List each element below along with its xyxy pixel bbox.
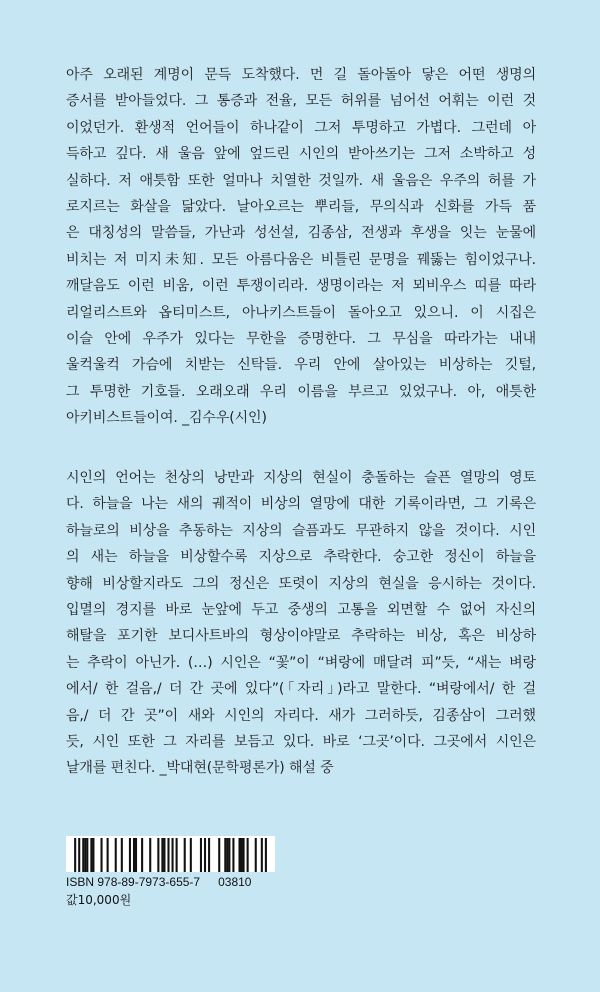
- barcode-bar: [200, 838, 202, 872]
- barcode-bar: [133, 838, 135, 872]
- blurb-poet-line: 깨달음도 이런 비움, 이런 투쟁이리라. 생명이라는 저 뫼비우스 띠를 따라: [66, 278, 536, 295]
- blurb-poet-line: 아키비스트들이여. _김수우(시인): [66, 410, 267, 427]
- blurb-poet-line: 이었던가. 환생적 언어들이 하나같이 그저 투명하고 가볍다. 그런데 아: [66, 119, 536, 136]
- blurb-critic-line: 듯, 시인 또한 그 자리를 보듬고 있다. 바로 ‘그곳’이다. 그곳에서 시인은: [66, 734, 536, 751]
- barcode-bar: [255, 838, 257, 872]
- isbn-barcode: [66, 836, 275, 872]
- blurb-critic-line: 하늘로의 비상을 추동하는 지상의 슬픔과도 무관하지 않을 것이다. 시인: [66, 522, 536, 539]
- barcode-bar: [167, 838, 169, 872]
- blurb-poet-line: 이슬 안에 우주가 있다는 무한을 증명한다. 그 무심을 따라가는 내내: [66, 331, 536, 348]
- barcode-bar: [100, 838, 102, 872]
- barcode-bar: [261, 838, 263, 872]
- barcode-bar: [226, 838, 228, 872]
- blurb-critic-line: 입멸의 경지를 바로 눈앞에 두고 중생의 고통을 외면할 수 없어 자신의: [66, 602, 536, 619]
- isbn-line: [66, 875, 281, 889]
- blurb-critic-line: 해탈을 포기한 보디사트바의 형상이야말로 추락하는 비상, 혹은 비상하: [66, 628, 536, 645]
- barcode-bar: [92, 838, 94, 872]
- barcode-bar: [141, 838, 143, 872]
- barcode-bar: [228, 838, 230, 872]
- barcode-bar: [172, 838, 174, 872]
- blurb-critic-line: 에서/ 한 걸음,/ 더 간 곳에 있다”(「자리」)라고 말한다. “벼랑에서/ 한 걸: [66, 681, 536, 698]
- barcode-bar: [107, 838, 109, 872]
- blurb-critic-line: 향해 비상할지라도 그의 정신은 또렷이 지상의 현실을 응시하는 것이다.: [66, 575, 536, 592]
- barcode-bar: [74, 838, 76, 872]
- barcode-bar: [115, 838, 117, 872]
- barcode-bar: [204, 838, 206, 872]
- blurb-poet: [66, 62, 536, 432]
- barcode-bar: [84, 838, 86, 872]
- blurb-poet-line: 실하다. 저 애틋함 또한 얼마나 치열한 것일까. 새 울음은 우주의 허를 가: [66, 172, 536, 189]
- blurb-poet-line: 증서를 받아들었다. 그 통증과 전율, 모든 허위를 넘어선 어휘는 이런 것: [66, 93, 536, 110]
- barcode-bar: [163, 838, 165, 872]
- blurb-poet-line: 득하고 깊다. 새 울음 앞에 엎드린 시인의 받아쓰기는 그저 소박하고 성: [66, 146, 536, 163]
- barcode-bar: [161, 838, 163, 872]
- barcode-bar: [135, 838, 137, 872]
- blurb-critic-line: 날개를 편친다. _박대현(문학평론가) 해설 중: [66, 760, 334, 777]
- barcode-bar: [86, 838, 88, 872]
- barcode-bar: [121, 838, 123, 872]
- blurb-poet-line: 리얼리스트와 옵티미스트, 아나키스트들이 돌아오고 있으니. 이 시집은: [66, 304, 536, 321]
- barcode-bar: [232, 838, 234, 872]
- barcode-bar: [82, 838, 84, 872]
- blurb-critic-line: 시인의 언어는 천상의 낭만과 지상의 현실이 충돌하는 슬픈 열망의 영토: [66, 470, 536, 486]
- barcode-bar: [90, 838, 92, 872]
- barcode-bar: [176, 838, 178, 872]
- blurb-critic: [66, 465, 536, 782]
- barcode-bar: [129, 838, 131, 872]
- barcode-bar: [265, 838, 267, 872]
- barcode-bar: [149, 838, 151, 872]
- barcode-bar: [247, 838, 249, 872]
- barcode-bar: [190, 838, 192, 872]
- barcode-bar: [243, 838, 245, 872]
- blurb-poet-line: 로지르는 화살을 닮았다. 날아오르는 뿌리들, 무의식과 신화를 가득 품: [66, 199, 536, 216]
- blurb-poet-line: 아주 오래된 계명이 문득 도착했다. 먼 길 돌아돌아 닿은 어떤 생명의: [66, 67, 536, 83]
- blurb-poet-line: 그 투명한 기호들. 오래오래 우리 이름을 부르고 있었구나. 아, 애틋한: [66, 383, 536, 400]
- blurb-critic-line: 는 추락이 아닌가. (…) 시인은 “꽃”이 “벼랑에 매달려 피”듯, “새는 벼랑: [66, 654, 536, 671]
- blurb-critic-line: 다. 하늘을 나는 새의 궤적이 비상의 열망에 대한 기록이라면, 그 기록은: [66, 496, 536, 513]
- barcode-bar: [78, 838, 80, 872]
- blurb-poet-line: 비치는 저 미지未知. 모든 아름다움은 비틀린 문명을 꿰뚫는 힘이었구나.: [66, 251, 536, 268]
- blurb-poet-line: 울컥울컥 가슴에 치받는 신탁들. 우리 안에 살아있는 비상하는 깃털,: [66, 357, 536, 374]
- barcode-bar: [224, 838, 226, 872]
- barcode-area: [66, 836, 281, 908]
- isbn-number: ISBN 978-89-7973-655-7: [66, 875, 201, 889]
- blurb-critic-line: 의 새는 하늘을 비상할수록 지상으로 추락한다. 숭고한 정신이 하늘을: [66, 549, 536, 566]
- barcode-bar: [184, 838, 186, 872]
- barcode-bar: [218, 838, 220, 872]
- barcode-bar: [208, 838, 210, 872]
- isbn-addon: 03810: [218, 875, 252, 889]
- barcode-bar: [241, 838, 243, 872]
- barcode-bar: [238, 838, 240, 872]
- blurb-poet-line: 은 대칭성의 말씀들, 가난과 성선설, 김종삼, 전생과 후생을 잇는 눈물에: [66, 225, 536, 242]
- price: 값10,000원: [66, 893, 132, 907]
- blurb-critic-line: 음,/ 더 간 곳”이 새와 시인의 자리다. 새가 그러하듯, 김종삼이 그러했: [66, 707, 536, 724]
- barcode-bar: [157, 838, 159, 872]
